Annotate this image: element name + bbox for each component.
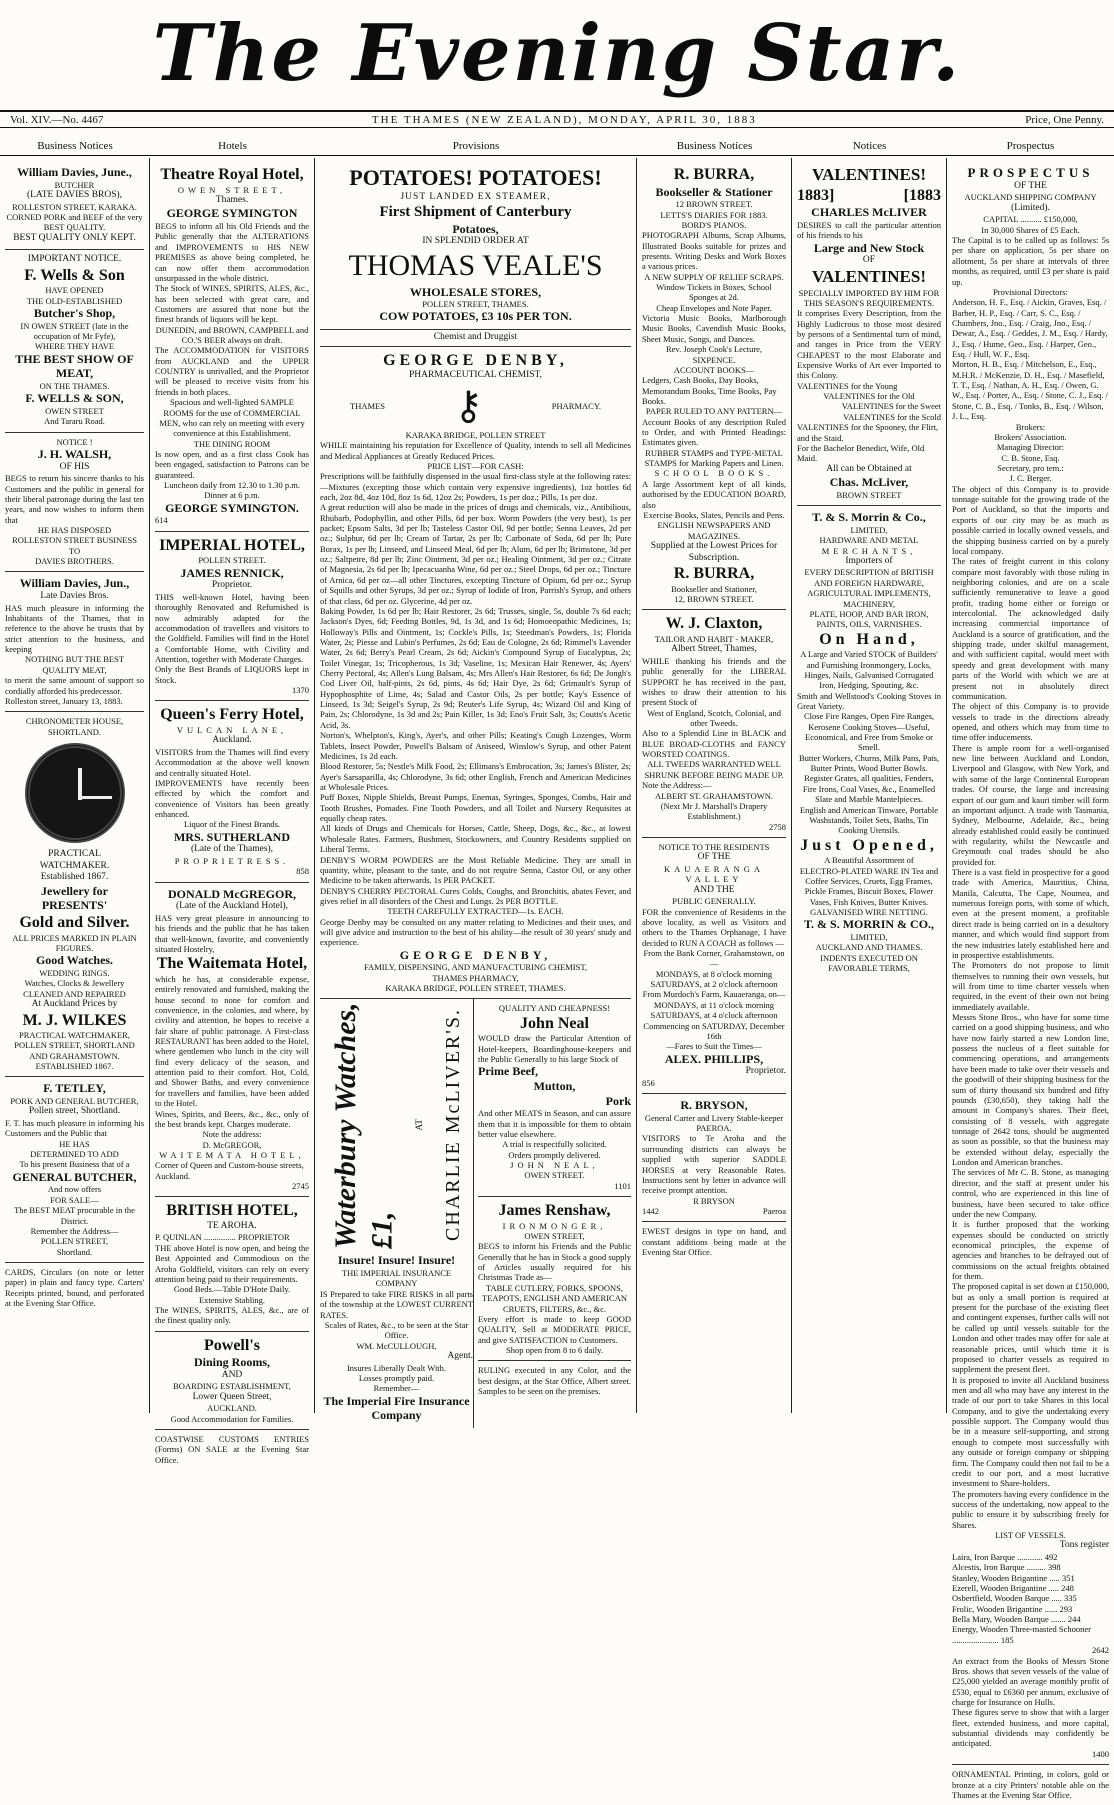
neal-ad: QUALITY AND CHEAPNESS! John Neal WOULD draw the Particular Attention of Hotel-keepers, Boardinghouse-keepers and the Public Generally to his large Stock of Prime Beef, Mutton, Pork And other MEATS in Season, and can assure them that it is impossible for them to obtain better value elsewhere. A trial is respectfully solicited. Orders promptly delivered. JOHN NEAL, OWEN STREET. 1101 [478,999,631,1197]
type-ad: EWEST designs in type on hand, and constant additions being made at the Evening Star Office. [642,1226,786,1258]
wells-ad: IMPORTANT NOTICE. F. Wells & Son HAVE OPENED THE OLD-ESTABLISHED Butcher's Shop, IN OWEN STREET (late in the occupation of Mr Fyfe), WHERE THEY HAVE THE BEST SHOW OF MEAT, ON THE THAMES. F. WELLS & SON, OWEN STREET And Tararu Road. [5,250,144,432]
key-icon: ⚷ [453,382,484,428]
wilkes-ad: CHRONOMETER HOUSE, SHORTLAND. PRACTICAL WATCHMAKER. Established 1867. Jewellery for PRESENTS' Gold and Silver. ALL PRICES MARKED IN PLAIN FIGURES. Good Watches. WEDDING RINGS. Watches, Clocks & Jewellery CLEANED AND REPAIRED At Auckland Prices by M. J. WILKES PRACTICAL WATCHMAKER, POLLEN STREET, SHORTLAND AND GRAHAMSTOWN. ESTABLISHED 1867. [5,712,144,1077]
bryson-ad: R. BRYSON, General Carter and Livery Stable-keeper PAEROA. VISITORS to Te Aroha and the surrounding districts can always be supplied with superior SADDLE HORSES at very Reasonable Rates. Instructions sent by letter in advance will receive prompt attention. R BRYSON 1442 Paeroa [642,1094,786,1222]
vessel-list [952,1552,1109,1645]
list-item: Alcestis, Iron Barque ......... 398 [952,1562,1061,1573]
list-item: Frolic, Wooden Brigantine ...... 293 [952,1603,1073,1614]
british-hotel-ad: BRITISH HOTEL, TE AROHA. P. QUINLAN ............... PROPRIETOR THE above Hotel is now open, and being the Best Appointed and Commodious on the Aroha Goldfield, visitors can rely on every attention being paid to their requirements. Good Beds.—Table D'Hote Daily. Extensive Stabling. The WINES, SPIRITS, ALES, &c., are of the finest quality only. [155,1197,309,1331]
powells-ad: Powell's Dining Rooms, AND BOARDING ESTABLISHMENT, Lower Queen Street, AUCKLAND. Good Accommodation for Families. [155,1332,309,1430]
insurance-ad: Insure! Insure! Insure! THE IMPERIAL INSURANCE COMPANY IS Prepared to take FIRE RISKS in all parts of the township at the LOWEST CURRENT RATES. Scales of Rates, &c., to be seen at the Star Office. WM. McCULLOUGH, Agent. Insures Liberally Dealt With. Losses promptly paid. Remember— The Imperial Fire Insurance Company [320,1253,473,1423]
davies-ad: William Davies, June., BUTCHER (LATE DAVIES BROS), ROLLESTON STREET, KARAKA. CORNED PORK and BEEF of the very BEST QUALITY. BEST QUALITY ONLY KEPT. [5,161,144,250]
column-notices [792,158,947,1413]
queens-ferry-ad: Queen's Ferry Hotel, VULCAN LANE, Auckland. VISITORS from the Thames will find every Accommodation at the above well known and centrally situated Hotel. IMPROVEMENTS have recently been effected by which the comfort and convenience of Visitors has been greatly enhanced. Liquor of the Finest Brands. MRS. SUTHERLAND (Late of the Thames), PROPRIETRESS. 858 [155,701,309,882]
list-item: Ezerell, Wooden Brigantine ..... 248 [952,1583,1074,1594]
burra-ad: R. BURRA, Bookseller & Stationer 12 BROWN STREET. LETTS'S DIARIES FOR 1883. BORD'S PIANOS. PHOTOGRAPH Albums, Scrap Albums, Illustrated Books suitable for prizes and presents. Writing Desks and Work Boxes a various prices. A NEW SUPPLY OF RELIEF SCRAPS. Window Tickets in Boxes, School Sponges at 2d. Cheap Envelopes and Note Paper. Victoria Music Books, Marlborough Music Books, Cavendish Music Books, Sheet Music, Songs, and Dances. Rev. Joseph Cook's Lecture, SIXPENCE. ACCOUNT BOOKS— Ledgers, Cash Books, Day Books, Memorandum Books, Time Books, Pay Books. PAPER RULED TO ANY PATTERN— Account Books of any description Ruled to Order, and with Printed Headings: Estimates given. RUBBER STAMPS and TYPE-METAL STAMPS for Marking Papers and Linen. SCHOOL BOOKS. A large Assortment kept of all kinds, authorised by the EDUCATION BOARD, also Exercise Books, Slates, Pencils and Pens. ENGLISH NEWSPAPERS AND MAGAZINES. Supplied at the Lowest Prices for Subscription. R. BURRA, Bookseller and Stationer, 12, BROWN STREET. [642,161,786,610]
phillips-coach-ad: NOTICE TO THE RESIDENTS OF THE KAUAERANGA VALLEY AND THE PUBLIC GENERALLY. FOR the convenience of Residents in the above locality, as well as Visitors and others to the Thames Orphanage, I have decided to RUN A COACH as follows — From the Bank Corner, Grahamstown, on— MONDAYS, at 8 o'clock morning SATURDAYS, at 2 o'clock afternoon From Murdoch's Farm, Kauaeranga, on— MONDAYS, at 11 o'clock morning SATURDAYS, at 4 o'clock afternoon Commencing on SATURDAY, December 16th —Fares to Suit the Times— ALEX. PHILLIPS, Proprietor. 856 [642,838,786,1094]
list-item: Laira, Iron Barque ............ 492 [952,1551,1058,1562]
list-item: Osbertfield, Wooden Barque ..... 335 [952,1593,1077,1604]
prospectus-ad: PROSPECTUS OF THE AUCKLAND SHIPPING COMPANY (Limited). CAPITAL .......... £150,000, In 30,000 Shares of £5 Each. The Capital is to be called up as follows: 5s per share on application, 5s per share on allotment, 5s per share at intervals of three months, as required, until £3 per share is paid up. Provisional Directors: Anderson, H. F., Esq. / Aickin, Graves, Esq. / Barber, H. P., Esq. / Carr, S. C., Esq. / Chambers, Jno., Esq. / Craig, Jno., Esq. / Dewar, A., Esq. / Geddes, J. M., Esq. / Hardy, J., Esq. / Hume, Geo., Esq. / Harper, Geo., Esq. / Hull, W. F., Esq. Morton, H. B., Esq. / Mitchelson, E., Esq., M.H.R. / McKenzie, D. H., Esq. / Masefield, T. T., Esq. / Nathan, A. H., Esq. / Owen, G. W., Esq. / Porter, A., Esq. / Stone, C. J., Esq. / Stone, C. B., Esq. / Tonks, B., Esq. / Wilson, J. L., Esq. Brokers: Brokers' Association. Managing Director: C. B. Stone, Esq. Secretary, pro tem.: J. C. Berger. The object of this Company is to provide tonnage suitable for the growing trade of the Port of Auckland, so that the imports and exports of our city may be as much as possible carried in locally owned vessels, and the shipping business carried on by a purely local company. The rates of freight current in this colony compare most favorably with those ruling in neighboring colonies, and are on a scale sufficiently remunerative to leave a good profit, trading home either or foreign or intercolonial. The acknowledged daily increasing commercial importance of Auckland is a source of gratification, and the shipping trade, under skilful management, and with sufficient capital, would meet with speedy and great development with many parts of the World with which we are at present not in absolutely direct communication. The object of this Company is to provide vessels to trade in the directions already opened, and others which may from time to time offer inducements. There is ample room for a well-organised new line between Auckland and London, Liverpool and Glasgow, with New York, and with some of the large Continental European trades. Of course, the large and increasing export of our gum and kauri timber will form an important adjunct. A trade with Tasmania, Sydney, Melbourne, Adelaide, &c., being already established could easily be continued with regularity, whilst the Newcastle and Greymouth coal trades should be also provided for. There is a vast field in prospective for a good trade with America, Mauritius, China, Manila, Calcutta, The Cape, Noumea, and numerous foreign ports, with some of which, even at the present moment, a profitable direct trade is being carried on in a desultory manner, and which would find support from the new industries lately established here and in prospective establishments. The Promoters do not propose to limit themselves to running their own vessels, but will from time to time charter vessels when required, in the event of their own not being immediately available. Messrs Stone Bros., who have for some time carried on a good shipping business, and who have now fairly started a new London line, possess the nucleus of a fleet suitable for commencing operations, and arrangements have been made to take over their vessels and the goodwill of their shipping business for the sum of thirty thousand six hundred and fifty pounds (£30,650), they taking half the amount in Company's shares. Their fleet, consisting of 8 vessels, with aggregate tonnage of 2642 tons, should be augmented as soon as possible, so that the business may be extended without delay, especially the London and American branches. The services of Mr C. B. Stone, as managing director, and the staff at present under his control, who are experienced in this line of business, have been secured to take office under the new Company. It is further proposed that the working expenses should be conducted on strictly economical principles, the expense of agencies and branches to be defrayed out of commissions on the actual freights obtained for them. The proposed capital is set down at £150,000, but as only a small portion is required at present for the purchase of the existing fleet and contingent expenses, further calls will not be called up until vessels suitable for the London and other trades may offer for sale at reasonable prices, until which time it is proposed to charter vessels as required to supplement the present fleet. It is proposed to invite all Auckland business men and all who may have any interest in the trade of our port to take Shares in this local Company, and to give the undertaking every possible support. The Company would thus be in a measure self-supporting, and strong enough to compete most successfully with any outside or foreign company or shipping firm. The Company could then not fail to be a credit to our port, and a most lucrative investment to Share-holders. The promoters having every confidence in the success of the undertaking, now appeal to the public to ensure it by subscribing freely for Shares. LIST OF VESSELS. Tons register Laira, Iron Barque ............ 492 Alcestis, Iron Barque ......... 398 Stanley, Wooden Brigantine ..... 351 Ezerell, Wooden Brigantine ..... 248 Osbertfield, Wooden Barque ..... 335 Frolic, Wooden Brigantine ...... 293 Bella Mary, Wooden Barque ....... 244 Energy, Wooden Three-masted Schooner ...................... 185 2642 An extract from the Books of Messrs Stone Bros. shows that seven vessels of the value of £25,000 yielded an average monthly profit of £530, equal to £6360 per annum, exclusive of charge for Insurance on Hulls. These figures serve to show that with a larger fleet, extended business, and more capital, substantial dividends may confidently be anticipated. 1400 [952,161,1109,1765]
heading-provisions: Provisions [452,140,500,152]
customs-ad: COASTWISE CUSTOMS ENTRIES (Forms) ON SALE at the Evening Star Office. [155,1434,309,1465]
imperial-hotel-ad: IMPERIAL HOTEL, POLLEN STREET. JAMES RENNICK, Proprietor. THIS well-known Hotel, having been thoroughly Renovated and Refurnished is now admirably adapted for the accommodation of travellers and visitors to the Goldfield. Families will find in the Hotel a Comfortable Home, with Civility and Attention, together with Moderate Charges. Only the Best Brands of LIQUORS kept in Stock. 1370 [155,532,309,702]
clock-icon [25,743,125,843]
ornamental-printing-ad: ORNAMENTAL Printing, in colors, gold or bronze at a city Printers' notable able on the Thames at the Evening Star Office. [952,1769,1109,1800]
tetley-ad: F. TETLEY, PORK AND GENERAL BUTCHER, Pollen street, Shortland. F. T. has much pleasure in informing his Customers and the Public that HE HAS DETERMINED TO ADD To his present Business that of a GENERAL BUTCHER, And now offers FOR SALE— The BEST MEAT procurable in the District. Remember the Address— POLLEN STREET, Shortland. [5,1077,144,1263]
chemist-heading: Chemist and Druggist [320,330,631,347]
valentines-ad: VALENTINES! 1883] [1883 CHARLES McLIVER DESIRES to call the particular attention of his friends to his Large and New Stock OF VALENTINES! SPECIALLY IMPORTED BY HIM FOR THIS SEASON'S REQUIREMENTS. It comprises Every Description, from the Highly Ludicrous to those most desired by persons of a Sentimental turn of mind, and ranges in Price from the VERY CHEAPEST to the most Elaborate and Expensive Works of Art ever Imported to this Colony. VALENTINES for the Young VALENTINES for the Old VALENTINES for the Sweet VALENTINES for the Scold VALENTINES for the Spooney, the Flirt, and the Staid. For the Bachelor Benedict, Wife, Old Maid. All can be Obtained at Chas. McLiver, BROWN STREET [797,161,941,506]
column-business-notices-2 [637,158,792,1413]
denby-ad: GEORGE DENBY, PHARMACEUTICAL CHEMIST, THAMES ⚷ PHARMACY. KARAKA BRIDGE, POLLEN STREET WHILE maintaining his reputation for Excellence of Quality, intends to sell all Medicines and Medical Appliances at Greatly Reduced Prices. PRICE LIST—FOR CASH: Prescriptions will be faithfully dispensed in the usual first-class style at the following rates:—Mixtures (excepting those which contain very expensive ingredients), 1oz bottles 6d each, 2oz 8d, 4oz 10d, 8oz 1s 6d, 12oz 2s; Powders, 1s per doz.; Pills, 1s per doz. A great reduction will also be made in the prices of drugs and chemicals, viz., Antibilious, Rhubarb, Podophyllin, and other Pills, 6d per box. Worm Powders (the very best), 1s per packet; Epsom Salts, 3d per lb; Tasteless Castor Oil, 9d per bottle; Senna Leaves, 2d per oz.; Sulphur, 6d per lb; Cream of Tartar, 2s per lb; Carbonate of Soda, 6d per lb; Pure Borax, 1s per lb; Linseed, and Linseed Meal, 6d per lb; Alum, 6d per lb; Brimstone, 3d per oz.; Saltpetre, 8d per lb; Zinc Ointment, 3d per oz.; Healing Ointment, 3d per oz.; Citrate of Magnesia, 2s 6d per lb; Ipecacuanha Wine, 6d per oz.; Steel Drops, 6d per oz.; Tincture of Arnica, 6d per oz—all other Tinctures, excepting Tincture of Opium, 6d per oz.; Syrup of Squills and other Syrups, 3d per oz.; Syrup of Iodide of Iron, Parrish's Syrup, and others of that class, 6d per oz. Glycerine, 4d per oz. Baking Powder, 1s 6d per lb; Hair Restorer, 2s 6d; Trusses, single, 5s, double 7s 6d each; Jackson's Dyes, 6d; Feeding Bottles, 9d, 1s 3d, and 1s 6d; Homoeopathic Medicines, 1s; Holloway's Pills and Ointment, 1s; Cockle's Pills, 1s; Steedman's Powders, 1s; Florida Water, 2s; Piesse and Lubin's Perfumes, 2s 6d; Eau de Cologne, 2s 6d; Rimmel's Lavender Water, 2s 6d; Berry's Pearl Cream, 2s 6d; Aickin's Compound Syrup of Eucalyptus, 2s; Toilet Vinegar, 1s; Tricopherous, 1s 3d; Vaseline, 1s; Mexican Hair Renewer, 4s; Ayers' Cherry Pectoral, 4s; Allen's Lung Balsam, 4s; Mrs Allen's Hair Restorer, 6s 6d; De Jongh's Cod Liver Oil, half-pints, 2s 6d, pints, 4s 6d; Hair Dye, 2s 6d; Grimault's Syrup of Hypophosphite of Lime, 4s; Salad and Castor Oils, 2s per bottle; Kay's Essence of Linseed, 1s 3d; Seigel's Syrup, 2s 9d; Reuter's Life Syrup, 4s; Wizard Oil and King of Pain, 2s; Chlorodyne, 1s 3d and 2s; Pain Killer, 1s 3d; Eno's Fruit Salt, 3s; Coutts's Acetic Acid, 3s. Norton's, Whelpton's, King's, Ayer's, and other Pills; Keating's Cough Lozenges, Worm Tablets, Insect Powder, Powell's Balsam of Aniseed, Winslow's Syrup, and other Patent Medicines, 1s 2d each. Blood Restorer, 5s; Nestle's Milk Food, 2s; Ellimans's Embrocation, 3s; James's Blister, 2s; Ayer's Sarsaparilla, 4s; Chlorodyne, 3s 6d; other English, French and American Medicines at Wholesale Prices. Puff Boxes, Nipple Shields, Breast Pumps, Enemas, Syringes, Sponges, Combs, Hair and Tooth Brushes, Pomades. Fine Tooth Powders, and all Toilet and Nursery Requisites at equally cheap rates. All kinds of Drugs and Chemicals for Horses, Cattle, Sheep, Dogs, &c., &c., at lowest Wholesale Rates. Farmers, Bushmen, Stockowners, and Country Residents supplied on Liberal Terms. DENBY'S WORM POWDERS are the Most Reliable Medicine. They are small in quantity, white, pleasant to the taste, and do not require Senna, Castor Oil, or any other Medicine to be taken afterwards. 1s PER PACKET. DENBY'S CHERRY PECTORAL Cures Colds, Coughs, and Bronchitis, abates Fever, and gives relief in all disorders of the Chest and Lungs. 2s PER BOTTLE. TEETH CAREFULLY EXTRACTED—1s. EACH. George Denby may be consulted on any matter relating to Medicines and their uses, and will give advice and instruction to the best of his ability—the result of 30 years' study and experience. GEORGE DENBY, FAMILY, DISPENSING, AND MANUFACTURING CHEMIST, THAMES PHARMACY, KARAKA BRIDGE, POLLEN STREET, THAMES. [320,347,631,1000]
renshaw-ad: James Renshaw, IRONMONGER, OWEN STREET, BEGS to inform his Friends and the Public Generally that he has in Stock a good supply of Articles usually required for his Christmas Trade as— TABLE CUTLERY, FORKS, SPOONS, TEAPOTS, ENGLISH AND AMERICAN CRUETS, FILTERS, &c., &c. Every effort is made to keep GOOD QUALITY, Sell at MODERATE PRICE, and give SATISFACTION to Customers. Shop open from 8 to 6 daily. [478,1197,631,1361]
claxton-ad: W. J. Claxton, TAILOR AND HABIT - MAKER, Albert Street, Thames, WHILE thanking his friends and the public generally for the LIBERAL SUPPORT he has received in the past, wishes to draw their attention to his present Stock of West of England, Scotch, Colonial, and other Tweeds. Also to a Splendid Line in BLACK and BLUE BROAD-CLOTHS and FANCY WORSTED COATINGS. ALL TWEEDS WARRANTED WELL SHRUNK BEFORE BEING MADE UP. Note the Address:— ALBERT ST. GRAHAMSTOWN. (Next Mr J. Marshall's Drapery Establishment.) 2758 [642,610,786,838]
theatre-royal-ad: Theatre Royal Hotel, OWEN STREET, Thames. GEORGE SYMINGTON BEGS to inform all his Old Friends and the Public generally that the ALTERATIONS and IMPROVEMENTS to HIS NEW PREMISES as above being completed, he can now offer them accommodation unsurpassed in the whole district. The Stock of WINES, SPIRITS, ALES, &c., has been selected with great care, and Customers are assured that none but the finest brands of liquors will be kept. DUNEDIN, and BROWN, CAMPBELL and CO.'S BEER always on draft. The ACCOMMODATION for VISITORS from AUCKLAND and the UPPER COUNTRY is unrivalled, and the Proprietor will be pleased to receive visits from his friends in both places. Spacious and well-lighted SAMPLE ROOMS for the use of COMMERCIAL MEN, who can rely on meeting with every convenience at this Establishment. THE DINING ROOM Is now open, and as a first class Cook has been engaged, satisfaction to Patrons can be guaranteed. Luncheon daily from 12.30 to 1.30 p.m. Dinner at 6 p.m. GEORGE SYMINGTON. 614 [155,161,309,532]
dateline [0,110,1114,128]
column-provisions [315,158,637,1423]
column-prospectus [947,158,1114,1800]
heading-notices: Notices [852,140,887,152]
provisions-lower [320,999,631,1427]
heading-hotels: Hotels [218,140,247,152]
heading-business-1: Business Notices [37,140,113,152]
volume-number: Vol. XIV.—No. 4467 [10,113,104,126]
waterbury-watch-ad: Waterbury Watches, £1, AT CHARLIE McLIVER'S. [328,1002,464,1250]
heading-business-2: Business Notices [676,140,753,152]
place-date: THE THAMES (NEW ZEALAND), MONDAY, APRIL 30, 1883 [371,113,757,126]
price: Price, One Penny. [1025,113,1104,126]
newspaper-title: The Evening Star. [152,8,962,99]
morrin-ad: T. & S. Morrin & Co., LIMITED, HARDWARE AND METAL MERCHANTS, Importers of EVERY DESCRIPTION of BRITISH AND FOREIGN HARDWARE, AGRICULTURAL IMPLEMENTS, MACHINERY, PLATE, HOOP, AND BAR IRON, PAINTS, OILS, VARNISHES. On Hand, A Large and Varied STOCK of Builders' and Furnishing Ironmongery, Locks, Hinges, Nails, Galvanised Corrugated Iron, Hedging, Spouting, &c. Smith and Wellstood's Cooking Stoves in Great Variety. Close Fire Ranges, Open Fire Ranges, Kerosene Cooking Stoves—Useful, Economical, and Free from Smoke or Smell. Butter Workers, Churns, Milk Pans, Pats, Butter Prints, Wood Butter Bowls. Register Grates, all qualities, Fenders, Fire Irons, Coal Vases, &c., Enamelled Slate and Marble Mantelpieces. English and American Tinware, Portable Washstands, Toilet Sets, Baths, Tin Cooking Utensils. Just Opened, A Beautiful Assortment of ELECTRO-PLATED WARE IN Tea and Coffee Services, Cruets, Egg Frames, Pickle Frames, Biscuit Boxes, Flower Vases, Fish Knives, Butter Knives. GALVANISED WIRE NETTING. T. & S. MORRIN & CO., LIMITED, AUCKLAND AND THAMES. INDENTS EXECUTED ON FAVORABLE TERMS, [797,510,941,973]
heading-prospectus: Prospectus [1006,140,1055,152]
waitemata-ad: DONALD McGREGOR, (Late of the Auckland Hotel), HAS very great pleasure in announcing to his friends and the public that he has taken that well-known, favorite, and conveniently situated Hostelry, The Waitemata Hotel, which he has, at considerable expense, entirely renovated and furnished, making the house second to none for comfort and convenience, in the colonies, and where, by civility and attention, he hopes to receive a fair share of public patronage. A First-class RESTAURANT has been added to the Hotel, where gentlemen who lunch in the city will find every delicacy of the season, and attention paid to their comfort. Hot, Cold, and Shower Baths, and every convenience for travellers and families, have been added to the Hotel. Wines, Spirits, and Beers, &c., &c., only of the best brands kept. Charges moderate. Note the address: D. McGREGOR, WAITEMATA HOTEL, Corner of Queen and Custom-house streets, Auckland. 2745 [155,883,309,1198]
column-headings [0,140,1114,156]
list-item: Energy, Wooden Three-masted Schooner ...................... 185 [952,1624,1091,1645]
column-hotels [150,158,315,1465]
list-item: Bella Mary, Wooden Barque ....... 244 [952,1614,1081,1625]
list-item: Stanley, Wooden Brigantine ..... 351 [952,1572,1075,1583]
column-business-notices [0,158,150,1413]
potatoes-ad: POTATOES! POTATOES! JUST LANDED EX STEAMER, First Shipment of Canterbury Potatoes, IN SPLENDID ORDER AT THOMAS VEALE'S WHOLESALE STORES, POLLEN STREET, THAMES. COW POTATOES, £3 10s PER TON. [320,161,631,330]
masthead [0,0,1114,108]
cards-ad: CARDS, Circulars (on note or letter paper) in plain and fancy type. Carters' Receipts printed, bound, and perforated at the Evening Star Office. [5,1266,144,1309]
davies-jun-ad: William Davies, Jun., Late Davies Bros. HAS much pleasure in informing the Inhabitants of the Thames, that in reference to the above he trusts that by strict attention to the business, and keeping NOTHING BUT THE BEST QUALITY MEAT, to merit the same amount of support so cordially afforded his predecessor. Rolleston street, January 13, 1883. [5,572,144,712]
walsh-ad: NOTICE ! J. H. WALSH, OF HIS BEGS to return his sincere thanks to his Customers and the public in general for their liberal patronage during the last ten years, and now wishes to inform them that HE HAS DISPOSED ROLLESTON STREET BUSINESS TO DAVIES BROTHERS. [5,433,144,573]
ruling-ad: RULING executed in any Color, and the best designs, at the Star Office, Albert street. Samples to be seen on the premises. [478,1365,631,1397]
